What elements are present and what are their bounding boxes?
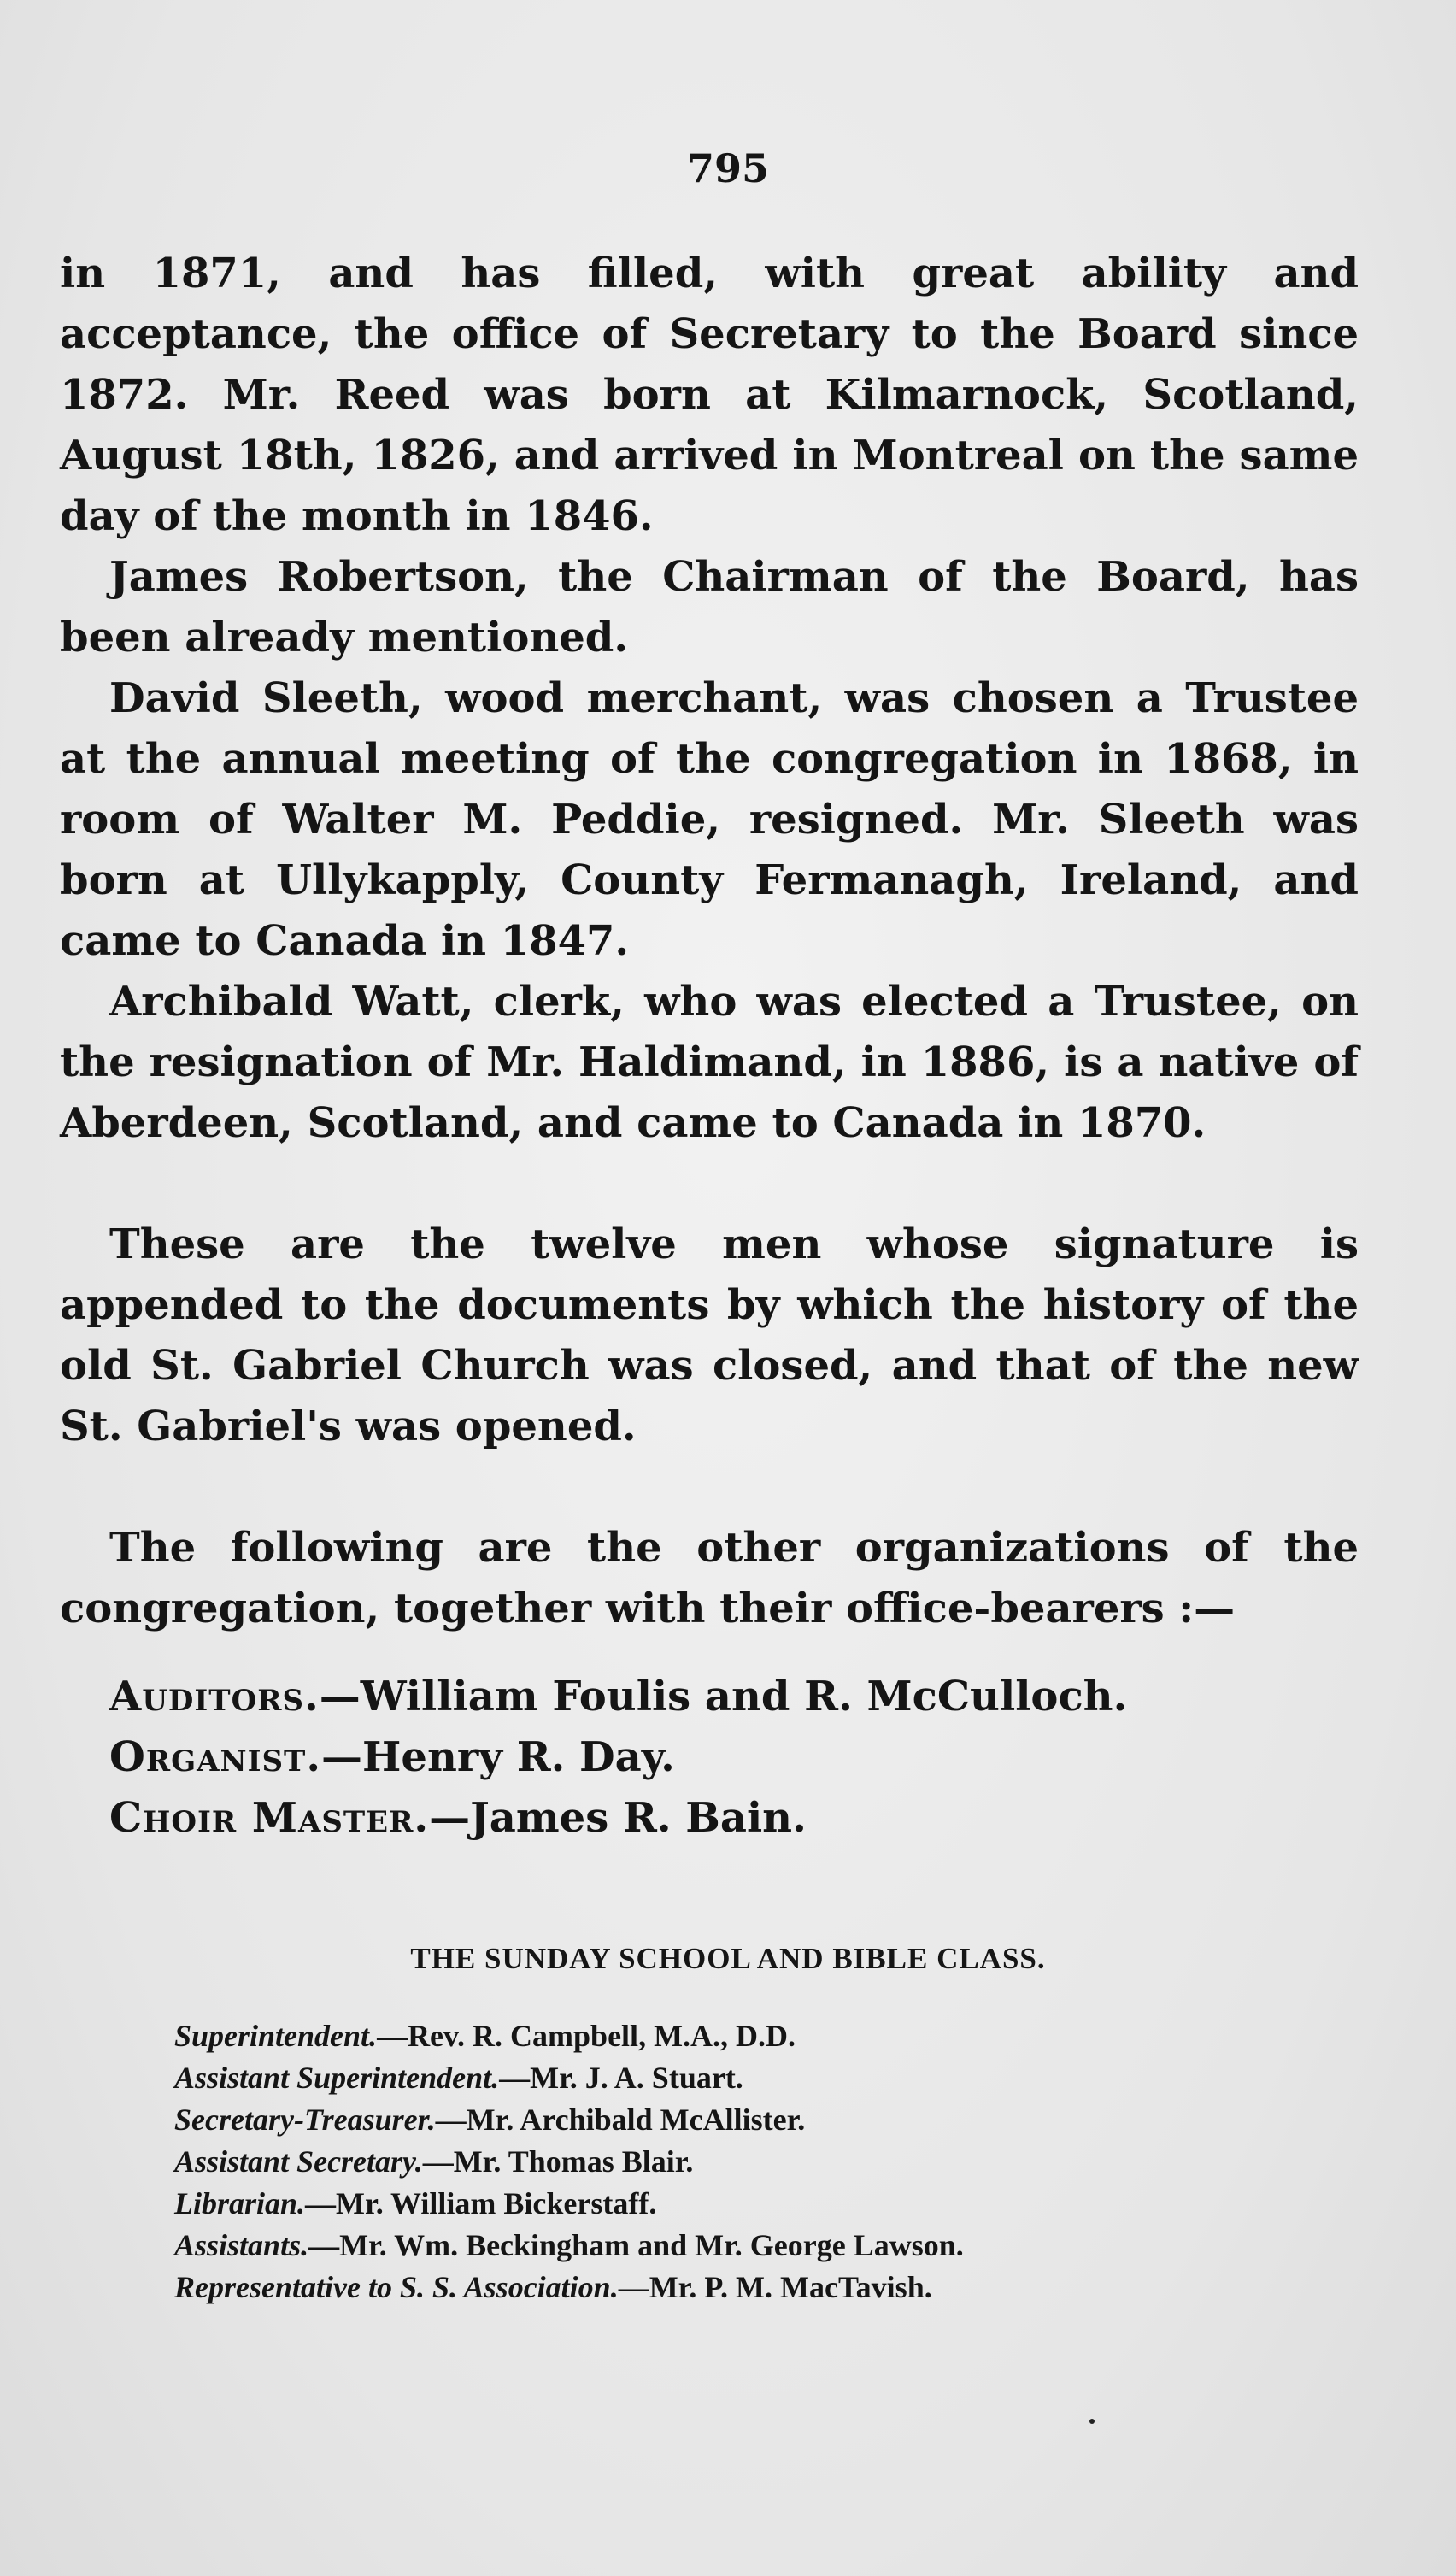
office-bearers-list <box>109 1667 1306 1849</box>
officer-title: Choir Master. <box>109 1794 430 1842</box>
member-name: —Mr. J. A. Stuart. <box>499 2061 743 2095</box>
officer-organist <box>109 1727 1306 1788</box>
role-label: Librarian. <box>174 2186 306 2220</box>
role-label: Superintendent. <box>174 2019 378 2053</box>
paragraph-twelve-men: These are the twelve men whose signature is appended to the documents by which the history of the old St. Gabriel Church was closed, and that of the new St. Gabriel's was opened. <box>60 1220 1359 1450</box>
officer-names: —Henry R. Day. <box>321 1733 675 1781</box>
list-item <box>174 2015 1353 2057</box>
member-name: —Mr. P. M. MacTavish. <box>618 2270 932 2304</box>
paragraph-sleeth: David Sleeth, wood merchant, was chosen a Trustee at the annual meeting of the congregation in 1868, in room of Walter M. Peddie, resigned. Mr. Sleeth was born at Ullykapply, County Fermanagh, Ireland, and came to Canada in 1847. <box>60 674 1359 965</box>
list-item <box>174 2183 1353 2225</box>
paragraph-robertson: James Robertson, the Chairman of the Board, has been already mentioned. <box>60 553 1359 662</box>
member-name: —Mr. William Bickerstaff. <box>305 2186 657 2220</box>
role-label: Assistant Superintendent. <box>174 2061 500 2095</box>
list-item <box>174 2057 1353 2099</box>
paragraph-reed: in 1871, and has filled, with great ability and acceptance, the office of Secretary to the Board since 1872. Mr. Reed was born at Kilmarnock, Scotland, August 18th, 1826, and arrived in Montreal on the same day of the month in 1846. <box>60 250 1359 540</box>
paragraph-watt: Archibald Watt, clerk, who was elected a Trustee, on the resignation of Mr. Haldimand, in 1886, is a native of Aberdeen, Scotland, and came to Canada in 1870. <box>60 978 1359 1147</box>
member-name: —Mr. Archibald McAllister. <box>435 2103 806 2137</box>
paragraph-organizations: The following are the other organizations of the congregation, together with their office-bearers :— <box>60 1524 1359 1632</box>
officer-title: Organist. <box>109 1733 322 1781</box>
role-label: Representative to S. S. Association. <box>174 2270 619 2304</box>
officer-names: —William Foulis and R. McCulloch. <box>319 1673 1128 1720</box>
ink-speck <box>1089 2419 1095 2424</box>
body-text <box>60 244 1359 1639</box>
role-label: Secretary-Treasurer. <box>174 2103 436 2137</box>
list-item <box>174 2267 1353 2308</box>
list-item <box>174 2099 1353 2141</box>
member-name: —Mr. Thomas Blair. <box>422 2144 694 2179</box>
member-name: —Mr. Wm. Beckingham and Mr. George Lawson. <box>308 2228 964 2262</box>
list-item <box>174 2225 1353 2267</box>
sunday-school-heading: THE SUNDAY SCHOOL AND BIBLE CLASS. <box>410 1942 1046 1975</box>
member-name: —Rev. R. Campbell, M.A., D.D. <box>377 2019 796 2053</box>
sunday-school-list <box>174 2015 1353 2308</box>
role-label: Assistants. <box>174 2228 309 2262</box>
officer-choir-master <box>109 1788 1306 1849</box>
page-number: 795 <box>686 145 770 191</box>
role-label: Assistant Secretary. <box>174 2144 423 2179</box>
list-item <box>174 2141 1353 2183</box>
officer-title: Auditors. <box>109 1673 320 1720</box>
officer-names: —James R. Bain. <box>429 1794 807 1842</box>
officer-auditors <box>109 1667 1306 1727</box>
